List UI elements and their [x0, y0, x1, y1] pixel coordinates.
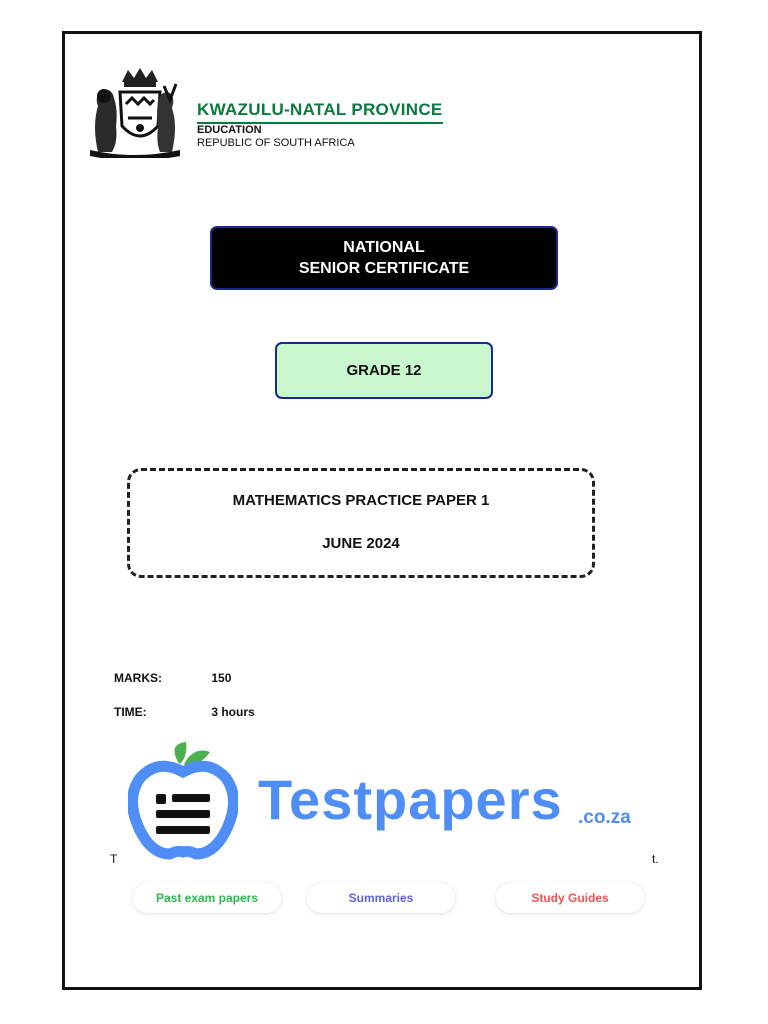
occluded-text-right: t.	[652, 852, 659, 866]
coat-of-arms-icon	[84, 66, 186, 158]
grade-label: GRADE 12	[346, 362, 422, 379]
past-exam-papers-link[interactable]	[133, 883, 281, 913]
past-exam-papers-label: Past exam papers	[155, 891, 259, 905]
testpapers-domain: .co.za	[578, 807, 631, 828]
marks-value: 150	[211, 671, 232, 685]
summaries-label: Summaries	[348, 891, 414, 905]
occluded-text-left: T	[110, 852, 118, 866]
country-name: REPUBLIC OF SOUTH AFRICA	[197, 137, 355, 149]
certificate-line-2: SENIOR CERTIFICATE	[298, 260, 470, 277]
grade-banner	[275, 342, 493, 399]
marks-row	[114, 671, 231, 685]
testpapers-wordmark: Testpapers	[258, 768, 563, 831]
document-header	[84, 66, 504, 162]
certificate-line-1: NATIONAL	[343, 239, 425, 256]
summaries-link[interactable]	[307, 883, 455, 913]
study-guides-link[interactable]	[496, 883, 644, 913]
study-guides-label: Study Guides	[531, 891, 609, 905]
subject-box	[127, 468, 595, 578]
exam-date: JUNE 2024	[322, 535, 400, 552]
certificate-banner	[210, 226, 558, 290]
department-name: EDUCATION	[197, 124, 262, 136]
province-name: KWAZULU-NATAL PROVINCE	[197, 100, 443, 124]
marks-label: MARKS:	[114, 671, 162, 685]
subject-title: MATHEMATICS PRACTICE PAPER 1	[232, 492, 490, 509]
testpapers-apple-logo-icon	[128, 740, 238, 860]
time-value: 3 hours	[211, 705, 255, 719]
time-row	[114, 705, 255, 719]
time-label: TIME:	[114, 705, 147, 719]
